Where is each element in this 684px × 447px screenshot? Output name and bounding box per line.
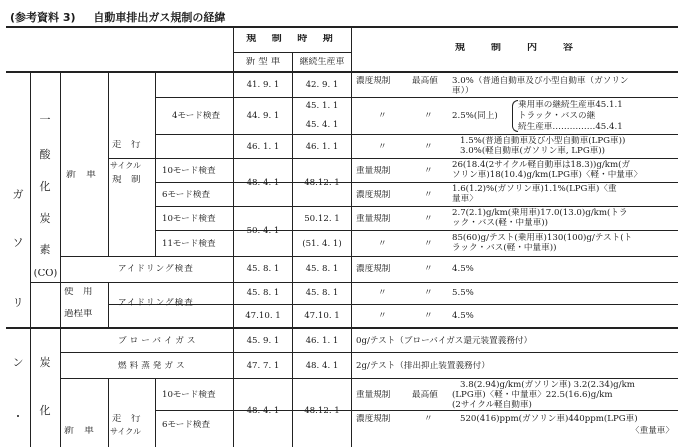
document-title [10, 9, 225, 25]
r1-new: 41. 9. 1 [246, 80, 280, 90]
r3-text1: 1.5%(普通自動車及び小型自動車(LPG車)) [460, 136, 626, 146]
co-v3: 炭 [39, 212, 51, 225]
label-evap: 燃料蒸発ガス [118, 361, 188, 371]
r5-kind: 濃度規制 [356, 190, 391, 200]
r1-max: 最高値 [412, 76, 438, 86]
r2-cont1: 45. 1. 1 [305, 101, 339, 111]
r1-cont: 42. 9. 1 [305, 80, 339, 90]
r4-new: 48. 4. 1 [246, 178, 280, 188]
r4-kind: 重量規制 [356, 166, 391, 176]
r3-cont: 46. 1. 1 [305, 142, 339, 152]
r3-text2: 3.0%(軽自動車(ガソリン車, LPG車)) [460, 146, 605, 156]
r1-text2: 車）） [452, 86, 474, 96]
rule-section [6, 327, 678, 329]
label-katei: 過程車 [64, 309, 93, 319]
r7-quote1: 〃 [378, 239, 387, 249]
label-shiyou: 使 用 [64, 287, 93, 297]
r8-text: 4.5% [452, 264, 474, 274]
r12-cont: 48. 4. 1 [305, 361, 339, 371]
label-mode6a: 6モード検査 [162, 190, 211, 200]
header-continuing: 継続生産車 [299, 57, 345, 67]
r12-text: 2g/テスト（排出抑止装置義務付） [356, 361, 490, 371]
r14-quote: 〃 [424, 414, 433, 424]
r2-brace-line2: トラック・バスの継 [518, 111, 596, 121]
r14-text1: 520(416)ppm(ガソリン車)440ppm(LPG車) [460, 414, 638, 424]
label-cycle2: サイクル [110, 427, 142, 436]
r1-kind: 濃度規制 [356, 76, 391, 86]
r13-text2: (2サイクル軽自動車) [452, 400, 532, 410]
r2-text: 2.5%(同上) [452, 111, 498, 121]
r2-quote2: 〃 [424, 111, 433, 121]
r11-new: 45. 9. 1 [246, 336, 280, 346]
label-kisei: 規 制 [112, 175, 141, 185]
r9-quote1: 〃 [378, 288, 387, 298]
r13-kind: 重量規制 [356, 390, 391, 400]
vrule-a [30, 72, 31, 447]
r2-cont2: 45. 4. 1 [305, 120, 339, 130]
label-mode10b: 10モード検査 [162, 214, 216, 224]
r10-quote2: 〃 [424, 311, 433, 321]
r3-new: 46. 1. 1 [246, 142, 280, 152]
rule-top [6, 26, 678, 28]
label-soukou: 走 行 [112, 140, 141, 150]
r14-text2: 〈重量車〉 [631, 426, 674, 436]
label-mode11: 11モード検査 [162, 239, 216, 249]
hc-v0: 炭 [39, 356, 51, 369]
hc-v1: 化 [39, 404, 51, 417]
r10-cont: 47.10. 1 [304, 311, 340, 321]
r6-new: 50. 4. 1 [246, 226, 280, 236]
label-blowby: ブローバイガス [118, 336, 199, 346]
r8-new: 45. 8. 1 [246, 264, 280, 274]
r3-quote1: 〃 [378, 142, 387, 152]
rule-r7 [60, 256, 678, 257]
label-soukou2: 走 行 [112, 414, 141, 424]
r8-kind: 濃度規制 [356, 264, 391, 274]
vrule-c3 [108, 379, 109, 447]
label-shinsha2: 新 車 [64, 426, 94, 436]
r9-new: 45. 8. 1 [246, 288, 280, 298]
r2-brace-line1: 乗用車の継続生産車45.1.1 [518, 100, 623, 110]
rule-r11 [60, 352, 678, 353]
r3-quote2: 〃 [424, 142, 433, 152]
rule-r8 [30, 282, 678, 283]
label-idling2: アイドリング検査 [118, 298, 194, 308]
title-text: 自動車排出ガス規制の経緯 [93, 11, 226, 24]
r2-brace-line3: 続生産車……………45.4.1 [518, 122, 623, 132]
r10-new: 47.10. 1 [245, 311, 281, 321]
r2-quote1: 〃 [378, 111, 387, 121]
r13-text0: 3.8(2.94)g/km(ガソリン車) 3.2(2.34)g/km [460, 380, 635, 390]
rule-header-bottom [6, 71, 678, 73]
gasoline-v0: ガ [12, 188, 24, 201]
r14-kind: 濃度規制 [356, 414, 391, 424]
gasoline-v2: リ [12, 296, 24, 309]
header-content: 規 制 内 容 [455, 43, 575, 53]
r13-cont: 48.12. 1 [304, 406, 340, 416]
header-period: 規 制 時 期 [246, 34, 339, 44]
co-v0: 一 [39, 113, 51, 126]
co-v2: 化 [39, 180, 51, 193]
r6-text2: ック・バス(軽・中量車)) [452, 218, 548, 228]
label-mode6b: 6モード検査 [162, 420, 211, 430]
r5-quote: 〃 [424, 190, 433, 200]
vrule-f [292, 52, 293, 447]
gasoline-v4: ・ [12, 410, 24, 423]
label-cycle: サイクル [110, 161, 142, 170]
gasoline-v1: ソ [12, 236, 24, 249]
label-mode10a: 10モード検査 [162, 166, 216, 176]
label-mode4: 4モード検査 [172, 111, 221, 121]
r10-text: 4.5% [452, 311, 474, 321]
r7-text2: ラック・バス(軽・中量車)) [452, 243, 557, 253]
r4-quote: 〃 [424, 166, 433, 176]
r5-text2: 量車〉 [452, 194, 478, 204]
r1-text: 3.0%（普通自動車及び小型自動車（ガソリン [452, 76, 629, 86]
r4-text1: 26(18.4(2サイクル軽自動車は18.3))g/km(ガ [452, 160, 631, 170]
r7-text1: 85(60)g/テスト(乗用車)130(100)g/テスト(ト [452, 233, 633, 243]
r8-quote: 〃 [424, 264, 433, 274]
r6-cont: 50.12. 1 [304, 214, 340, 224]
r6-text1: 2.7(2.1)g/km(乗用車)17.0(13.0)g/km(トラ [452, 208, 628, 218]
r13-text1: (LPG車)〈軽・中量車〉22.5(16.6)g/km [452, 390, 613, 400]
r4-text2: ソリン車)18(10.4)g/km(LPG車)〈軽・中量車〉 [452, 170, 643, 180]
vrule-d2 [155, 379, 156, 447]
title-prefix: (参考資料 3) [10, 11, 76, 24]
r5-text1: 1.6(1.2)%(ガソリン車)1.1%(LPG車)〈重 [452, 184, 617, 194]
co-v4: 素 [39, 243, 51, 256]
r11-text: 0g/テスト（ブローバイガス還元装置義務付） [356, 336, 533, 346]
r10-quote1: 〃 [378, 311, 387, 321]
vrule-c2 [108, 283, 109, 327]
vrule-e [233, 27, 234, 447]
co-v1: 酸 [39, 148, 51, 161]
rule-r3 [108, 158, 678, 159]
r9-text: 5.5% [452, 288, 474, 298]
label-idling1: アイドリング検査 [118, 264, 194, 274]
vrule-b [60, 72, 61, 447]
r8-cont: 45. 8. 1 [305, 264, 339, 274]
r2-new: 44. 9. 1 [246, 111, 280, 121]
r6-quote: 〃 [424, 214, 433, 224]
label-mode10c: 10モード検査 [162, 390, 216, 400]
r7-cont: (51. 4. 1) [302, 239, 342, 249]
r9-cont: 45. 8. 1 [305, 288, 339, 298]
r6-kind: 重量規制 [356, 214, 391, 224]
vrule-d [155, 72, 156, 256]
co-suffix: (CO) [33, 269, 58, 279]
gasoline-v3: ン [12, 356, 24, 369]
r9-quote2: 〃 [424, 288, 433, 298]
label-shinsha: 新 車 [66, 170, 96, 180]
r4-cont: 48.12. 1 [304, 178, 340, 188]
vrule-c [108, 72, 109, 256]
rule-r12 [60, 378, 678, 379]
r11-cont: 46. 1. 1 [305, 336, 339, 346]
r7-quote2: 〃 [424, 239, 433, 249]
r12-new: 47. 7. 1 [246, 361, 280, 371]
r13-max: 最高値 [412, 390, 438, 400]
header-new-type: 新 型 車 [245, 57, 281, 67]
r13-new: 48. 4. 1 [246, 406, 280, 416]
vrule-g [351, 27, 352, 447]
